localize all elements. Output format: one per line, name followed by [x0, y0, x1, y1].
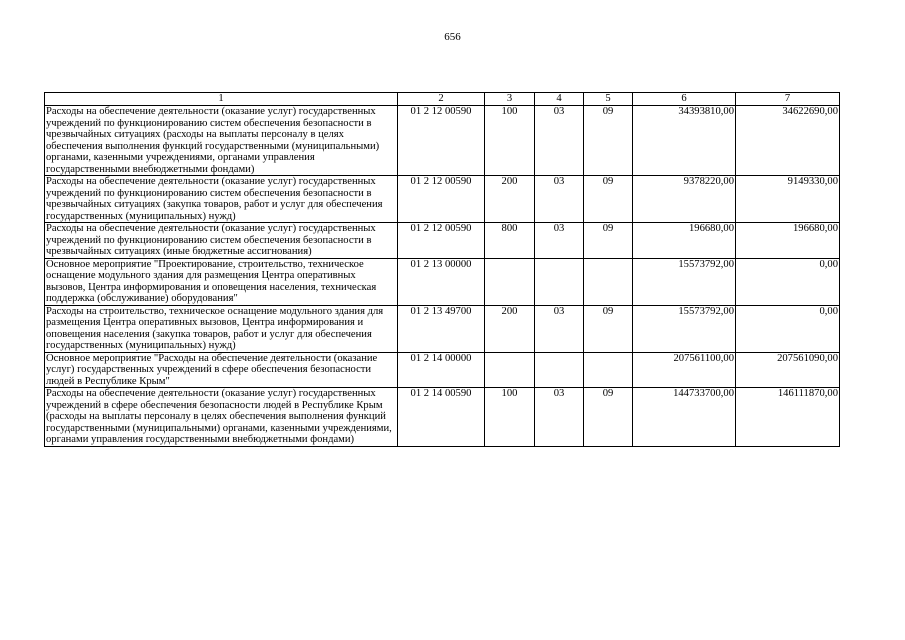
row-sum-year2: 34622690,00 — [736, 106, 840, 176]
budget-table — [44, 92, 840, 447]
table-header-row — [45, 93, 840, 106]
row-sum-year1: 9378220,00 — [633, 176, 736, 223]
row-sum-year2: 207561090,00 — [736, 352, 840, 388]
row-target-code: 01 2 12 00590 — [398, 106, 485, 176]
header-col-1: 1 — [45, 93, 398, 106]
header-col-3: 3 — [485, 93, 535, 106]
table-row — [45, 305, 840, 352]
row-target-code: 01 2 14 00000 — [398, 352, 485, 388]
row-section — [535, 258, 584, 305]
row-name: Основное мероприятие "Расходы на обеспечение деятельности (оказание услуг) государственных учреждений в сфере обеспечения безопасности людей в Республике Крым" — [45, 352, 398, 388]
row-subsection: 09 — [584, 106, 633, 176]
row-sum-year1: 144733700,00 — [633, 388, 736, 447]
row-section: 03 — [535, 106, 584, 176]
row-section: 03 — [535, 388, 584, 447]
row-sum-year2: 0,00 — [736, 305, 840, 352]
row-sum-year2: 146111870,00 — [736, 388, 840, 447]
row-expense-type — [485, 352, 535, 388]
header-col-2: 2 — [398, 93, 485, 106]
row-name: Расходы на обеспечение деятельности (оказание услуг) государственных учреждений по функционированию систем обеспечения безопасности в чрезвычайных ситуациях (расходы на выплаты персоналу в целях обеспечения выполнения функций государственными (муниципальными) органами, казенными учреждениями, органами управления государственными внебюджетными фондами) — [45, 106, 398, 176]
row-sum-year2: 9149330,00 — [736, 176, 840, 223]
row-section — [535, 352, 584, 388]
row-expense-type: 800 — [485, 223, 535, 259]
header-col-6: 6 — [633, 93, 736, 106]
row-subsection — [584, 352, 633, 388]
row-target-code: 01 2 13 49700 — [398, 305, 485, 352]
row-name: Расходы на обеспечение деятельности (оказание услуг) государственных учреждений по функционированию систем обеспечения безопасности в чрезвычайных ситуациях (иные бюджетные ассигнования) — [45, 223, 398, 259]
header-col-4: 4 — [535, 93, 584, 106]
row-name: Расходы на обеспечение деятельности (оказание услуг) государственных учреждений по функционированию систем обеспечения безопасности в чрезвычайных ситуациях (закупка товаров, работ и услуг для обеспечения государственных (муниципальных) нужд) — [45, 176, 398, 223]
row-subsection — [584, 258, 633, 305]
row-expense-type: 100 — [485, 106, 535, 176]
table-row — [45, 106, 840, 176]
row-section: 03 — [535, 223, 584, 259]
row-name: Основное мероприятие "Проектирование, строительство, техническое оснащение модульного здания для размещения Центра оперативных вызовов, Центра информирования и оповещения населения, техническая поддержка (обслуживание) оборудования" — [45, 258, 398, 305]
page-number: 656 — [444, 31, 461, 43]
row-sum-year2: 0,00 — [736, 258, 840, 305]
row-sum-year1: 34393810,00 — [633, 106, 736, 176]
row-subsection: 09 — [584, 388, 633, 447]
row-sum-year1: 15573792,00 — [633, 258, 736, 305]
header-col-7: 7 — [736, 93, 840, 106]
row-name: Расходы на обеспечение деятельности (оказание услуг) государственных учреждений в сфере обеспечения безопасности людей в Республике Крым (расходы на выплаты персоналу в целях обеспечения выполнения функций государственными (муниципальными) органами, казенными учреждениями, органами управления государственными внебюджетными фондами) — [45, 388, 398, 447]
row-sum-year1: 196680,00 — [633, 223, 736, 259]
row-expense-type: 200 — [485, 305, 535, 352]
row-expense-type — [485, 258, 535, 305]
table-row — [45, 223, 840, 259]
row-expense-type: 100 — [485, 388, 535, 447]
row-section: 03 — [535, 305, 584, 352]
header-col-5: 5 — [584, 93, 633, 106]
row-target-code: 01 2 12 00590 — [398, 223, 485, 259]
row-sum-year2: 196680,00 — [736, 223, 840, 259]
row-sum-year1: 15573792,00 — [633, 305, 736, 352]
row-name: Расходы на строительство, техническое оснащение модульного здания для размещения Центра оперативных вызовов, Центра информирования и оповещения населения (закупка товаров, работ и услуг для обеспечения государственных (муниципальных) нужд) — [45, 305, 398, 352]
table-row — [45, 176, 840, 223]
row-subsection: 09 — [584, 305, 633, 352]
row-expense-type: 200 — [485, 176, 535, 223]
row-subsection: 09 — [584, 223, 633, 259]
row-target-code: 01 2 12 00590 — [398, 176, 485, 223]
row-target-code: 01 2 13 00000 — [398, 258, 485, 305]
table-row — [45, 352, 840, 388]
row-section: 03 — [535, 176, 584, 223]
table-row — [45, 388, 840, 447]
row-target-code: 01 2 14 00590 — [398, 388, 485, 447]
row-sum-year1: 207561100,00 — [633, 352, 736, 388]
table-row — [45, 258, 840, 305]
row-subsection: 09 — [584, 176, 633, 223]
